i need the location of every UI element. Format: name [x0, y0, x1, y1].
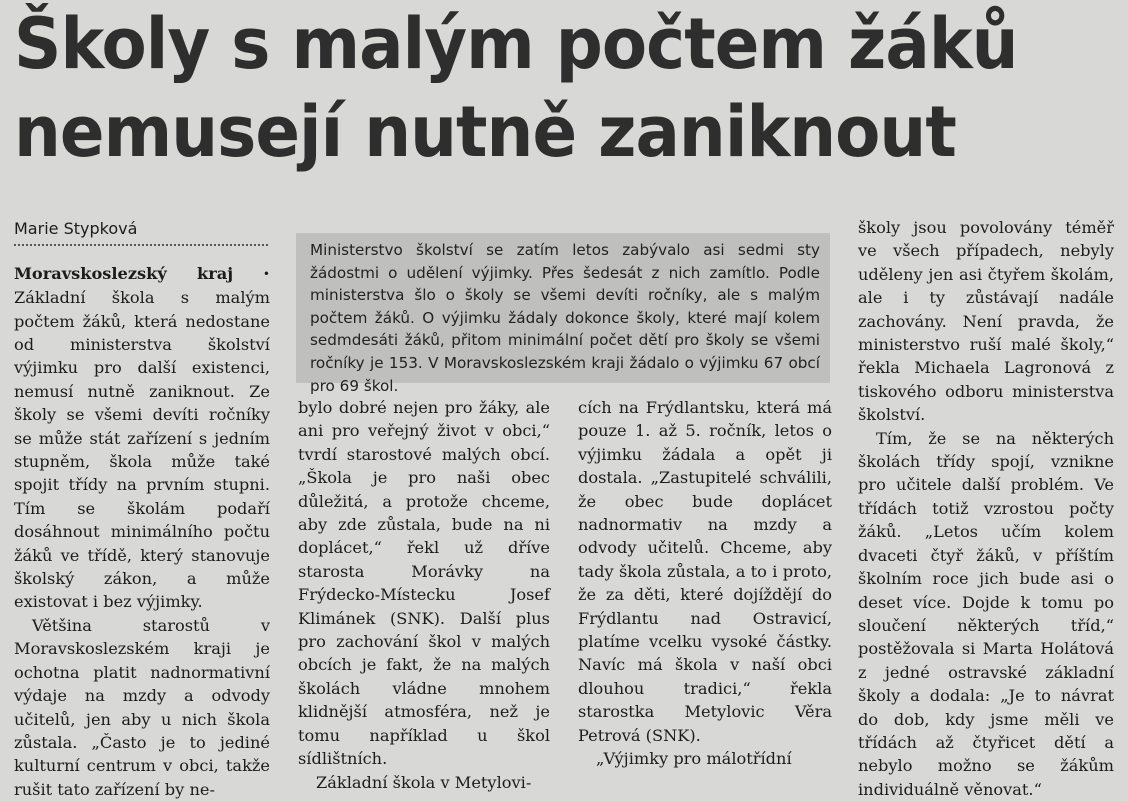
headline [14, 0, 1057, 176]
paragraph: Základní škola v Metylovi- [316, 772, 532, 792]
paragraph: Tím, že se na některých školách třídy spojí, vznikne pro učitele další problém. Ve třídách totiž vzrostou počty žáků. „Letos učím kolem dvaceti čtyř žáků, v příštím školním roce jich bude asi o deset více. Dojde k tomu po sloučení některých tříd,“ postěžovala si Marta Holátová z jedné ostravské základní školy a dodala: „Je to návrat do dob, kdy jsme měli ve třídách až čtyřicet dětí a nebylo možno se žákům individuálně věnovat.“ [858, 428, 1114, 799]
paragraph: bylo dobré nejen pro žáky, ale ani pro veřejný život v obci,“ tvrdí starostové malých obcí. „Škola je pro naši obec důležitá, a protože chceme, aby zde zůstala, bude na ni doplácet,“ řekl už dříve starosta Morávky na Frýdecko-Místecku Josef Klimánek (SNK). Další plus pro zachování škol v malých obcích je fakt, že na malých školách vládne mnohem klidnější atmosféra, než je tomu například u škol sídlištních. [298, 398, 550, 769]
paragraph: cích na Frýdlantsku, která má pouze 1. až 5. ročník, letos o výjimku žádala a opět ji dostala. „Zastupitelé schválili, že obec bude doplácet nadnormativ na mzdy a odvody učitelů. Chceme, aby tady škola zůstala, a to i proto, že za děti, které dojíždějí do Frýdlantu nad Ostravicí, platíme vcelku vysoké částky. Navíc má škola v naší obci dlouhou tradici,“ řekla starostka Metylovic Věra Petrová (SNK). [578, 398, 832, 745]
article-column-2 [298, 396, 550, 794]
paragraph: Většina starostů v Moravskoslezském kraji je ochotna platit nadnormativní výdaje na mzdy a odvody učitelů, jen aby u nich škola zůstala. „Často je to jediné kulturní centrum v obci, takže rušit tato zařízení by ne- [14, 615, 270, 799]
headline-line-2: nemusejí nutně zaniknout [14, 91, 956, 173]
byline: Marie Stypková [14, 218, 268, 246]
dateline: Moravskoslezský kraj [14, 264, 234, 283]
paragraph: školy jsou povolovány téměř ve všech případech, nebyly uděleny jen asi čtyřem školám, ale i ty zůstávají nadále zachovány. Není pravda, že ministerstvo ruší malé školy,“ řekla Michaela Lagronová z tiskového odboru ministerstva školství. [858, 218, 1114, 425]
sidebar-text: Ministerstvo školství se zatím letos zabývalo asi sedmi sty žádostmi o udělení výjimky. Přes šedesát z nich zamítlo. Podle ministerstva šlo o školy se všemi devíti ročníky, ale s malým počtem žáků. O výjimku žádaly dokonce školy, které mají kolem sedmdesáti žáků, přitom minimální počet dětí pro školy se všemi ročníky je 153. V Moravskoslezském kraji žádalo o výjimku 67 obcí pro 69 škol. [310, 241, 820, 395]
lead-paragraph [14, 262, 270, 614]
article-column-1 [14, 262, 270, 801]
headline-line-1: Školy s malým počtem žáků [14, 3, 1018, 85]
article-column-3 [578, 396, 832, 771]
bullet-icon: • [262, 266, 270, 281]
sidebar-box [296, 233, 830, 395]
paragraph-text: Základní škola s malým počtem žáků, která nedostane od ministerstva školství výjimku pro další existenci, nemusí nutně zaniknout. Ze školy se všemi devíti ročníky se může stát zařízení s jedním stupněm, škola může také spojit třídy na prvním stupni. Tím se školám podaří dosáhnout minimálního počtu žáků ve třídě, který stanovuje školský zákon, a může existovat i bez výjimky. [14, 288, 270, 612]
article-column-4 [858, 216, 1114, 801]
paragraph: „Výjimky pro málotřídní [596, 749, 792, 769]
